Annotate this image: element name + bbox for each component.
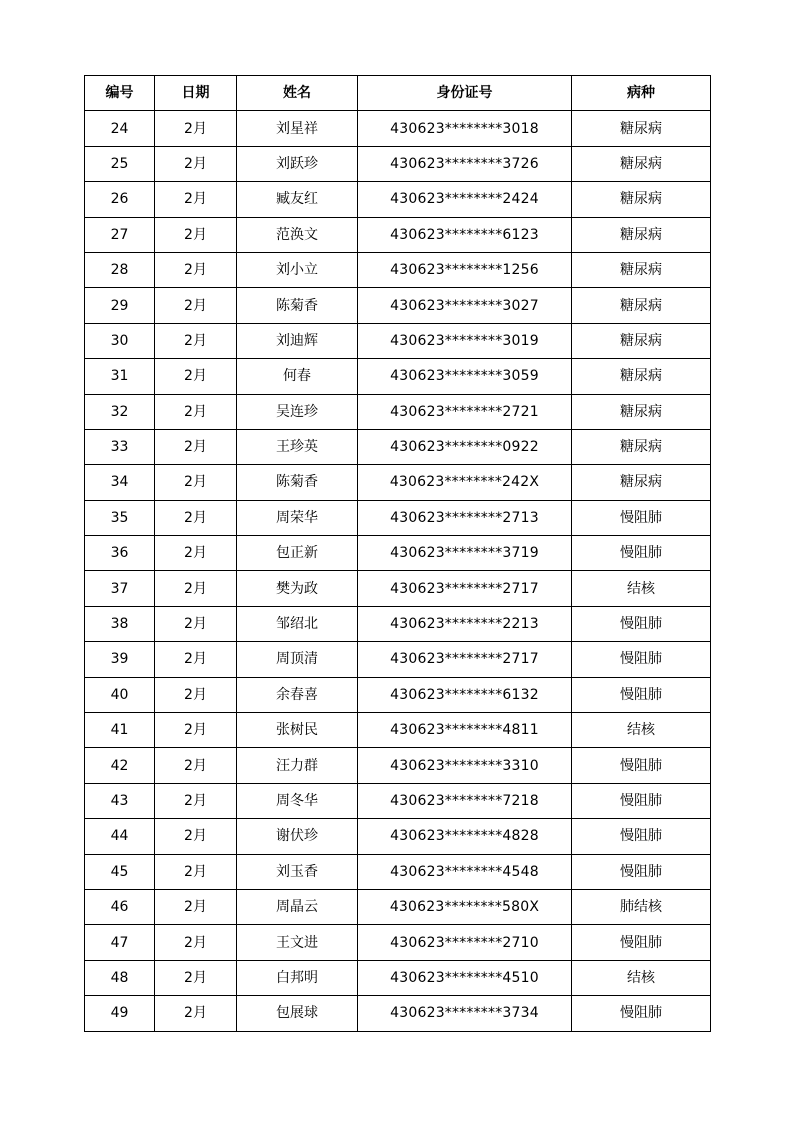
cell-id-number: 430623********7218 [358, 783, 572, 818]
cell-id-number: 430623********2713 [358, 500, 572, 535]
table-row [85, 323, 711, 358]
cell-number: 44 [85, 819, 155, 854]
table-row [85, 252, 711, 287]
table-row [85, 429, 711, 464]
cell-date: 2月 [155, 819, 237, 854]
table-row [85, 217, 711, 252]
table-row [85, 642, 711, 677]
table-row [85, 536, 711, 571]
table-row [85, 359, 711, 394]
cell-number: 43 [85, 783, 155, 818]
cell-disease: 慢阻肺 [572, 854, 711, 889]
table-row [85, 677, 711, 712]
cell-name: 王文进 [237, 925, 358, 960]
cell-number: 26 [85, 182, 155, 217]
cell-number: 42 [85, 748, 155, 783]
table-row [85, 783, 711, 818]
cell-id-number: 430623********4811 [358, 713, 572, 748]
cell-id-number: 430623********580X [358, 889, 572, 924]
cell-name: 谢伏珍 [237, 819, 358, 854]
cell-name: 刘星祥 [237, 111, 358, 146]
cell-date: 2月 [155, 182, 237, 217]
cell-number: 25 [85, 146, 155, 181]
cell-disease: 糖尿病 [572, 252, 711, 287]
table-row [85, 288, 711, 323]
cell-name: 白邦明 [237, 960, 358, 995]
cell-number: 49 [85, 996, 155, 1031]
cell-disease: 慢阻肺 [572, 996, 711, 1031]
cell-disease: 糖尿病 [572, 182, 711, 217]
cell-date: 2月 [155, 925, 237, 960]
cell-date: 2月 [155, 288, 237, 323]
cell-date: 2月 [155, 713, 237, 748]
cell-disease: 糖尿病 [572, 394, 711, 429]
cell-name: 周冬华 [237, 783, 358, 818]
cell-disease: 慢阻肺 [572, 783, 711, 818]
cell-disease: 慢阻肺 [572, 536, 711, 571]
table-row [85, 713, 711, 748]
cell-id-number: 430623********3726 [358, 146, 572, 181]
cell-name: 周荣华 [237, 500, 358, 535]
table-row [85, 960, 711, 995]
cell-name: 刘跃珍 [237, 146, 358, 181]
cell-disease: 慢阻肺 [572, 606, 711, 641]
cell-name: 王珍英 [237, 429, 358, 464]
cell-number: 29 [85, 288, 155, 323]
cell-date: 2月 [155, 465, 237, 500]
cell-id-number: 430623********3059 [358, 359, 572, 394]
cell-name: 周顶清 [237, 642, 358, 677]
cell-date: 2月 [155, 429, 237, 464]
cell-id-number: 430623********3019 [358, 323, 572, 358]
cell-id-number: 430623********242X [358, 465, 572, 500]
cell-name: 范涣文 [237, 217, 358, 252]
cell-id-number: 430623********2721 [358, 394, 572, 429]
cell-number: 38 [85, 606, 155, 641]
cell-disease: 慢阻肺 [572, 677, 711, 712]
cell-date: 2月 [155, 217, 237, 252]
cell-date: 2月 [155, 854, 237, 889]
cell-disease: 糖尿病 [572, 465, 711, 500]
cell-number: 32 [85, 394, 155, 429]
cell-name: 何春 [237, 359, 358, 394]
table-row [85, 500, 711, 535]
cell-date: 2月 [155, 359, 237, 394]
table-body [85, 111, 711, 1031]
cell-number: 31 [85, 359, 155, 394]
table-row [85, 748, 711, 783]
cell-date: 2月 [155, 571, 237, 606]
cell-date: 2月 [155, 252, 237, 287]
cell-date: 2月 [155, 783, 237, 818]
cell-date: 2月 [155, 748, 237, 783]
cell-number: 28 [85, 252, 155, 287]
header-number: 编号 [85, 76, 155, 111]
cell-disease: 结核 [572, 571, 711, 606]
cell-number: 33 [85, 429, 155, 464]
cell-disease: 糖尿病 [572, 111, 711, 146]
table-row [85, 182, 711, 217]
table-row [85, 854, 711, 889]
cell-name: 包正新 [237, 536, 358, 571]
cell-id-number: 430623********6132 [358, 677, 572, 712]
cell-disease: 慢阻肺 [572, 500, 711, 535]
cell-number: 40 [85, 677, 155, 712]
cell-id-number: 430623********3719 [358, 536, 572, 571]
cell-disease: 糖尿病 [572, 288, 711, 323]
cell-disease: 结核 [572, 960, 711, 995]
cell-number: 48 [85, 960, 155, 995]
cell-name: 张树民 [237, 713, 358, 748]
cell-name: 臧友红 [237, 182, 358, 217]
cell-id-number: 430623********2424 [358, 182, 572, 217]
table-row [85, 819, 711, 854]
table-row [85, 925, 711, 960]
table-row [85, 889, 711, 924]
cell-name: 包展球 [237, 996, 358, 1031]
cell-disease: 肺结核 [572, 889, 711, 924]
cell-date: 2月 [155, 323, 237, 358]
cell-number: 27 [85, 217, 155, 252]
cell-date: 2月 [155, 394, 237, 429]
cell-number: 24 [85, 111, 155, 146]
cell-number: 35 [85, 500, 155, 535]
cell-number: 34 [85, 465, 155, 500]
header-id-number: 身份证号 [358, 76, 572, 111]
cell-date: 2月 [155, 606, 237, 641]
cell-disease: 慢阻肺 [572, 819, 711, 854]
cell-date: 2月 [155, 146, 237, 181]
cell-number: 39 [85, 642, 155, 677]
cell-disease: 慢阻肺 [572, 642, 711, 677]
cell-date: 2月 [155, 889, 237, 924]
cell-disease: 糖尿病 [572, 146, 711, 181]
cell-name: 邹绍北 [237, 606, 358, 641]
table-header-row [85, 76, 711, 111]
cell-disease: 结核 [572, 713, 711, 748]
cell-id-number: 430623********3018 [358, 111, 572, 146]
cell-date: 2月 [155, 677, 237, 712]
cell-id-number: 430623********4510 [358, 960, 572, 995]
table-row [85, 146, 711, 181]
table-row [85, 465, 711, 500]
cell-number: 41 [85, 713, 155, 748]
table-row [85, 606, 711, 641]
cell-name: 余春喜 [237, 677, 358, 712]
cell-id-number: 430623********4828 [358, 819, 572, 854]
header-disease: 病种 [572, 76, 711, 111]
patient-table [84, 75, 711, 1032]
cell-date: 2月 [155, 111, 237, 146]
cell-id-number: 430623********2717 [358, 642, 572, 677]
cell-disease: 慢阻肺 [572, 925, 711, 960]
cell-number: 47 [85, 925, 155, 960]
cell-name: 刘玉香 [237, 854, 358, 889]
cell-number: 36 [85, 536, 155, 571]
cell-id-number: 430623********6123 [358, 217, 572, 252]
cell-disease: 糖尿病 [572, 217, 711, 252]
cell-name: 樊为政 [237, 571, 358, 606]
header-name: 姓名 [237, 76, 358, 111]
cell-number: 45 [85, 854, 155, 889]
cell-number: 37 [85, 571, 155, 606]
cell-name: 汪力群 [237, 748, 358, 783]
cell-date: 2月 [155, 500, 237, 535]
table-row [85, 394, 711, 429]
cell-date: 2月 [155, 960, 237, 995]
table-row [85, 996, 711, 1031]
cell-id-number: 430623********3734 [358, 996, 572, 1031]
cell-disease: 糖尿病 [572, 323, 711, 358]
cell-date: 2月 [155, 642, 237, 677]
cell-id-number: 430623********3310 [358, 748, 572, 783]
cell-id-number: 430623********0922 [358, 429, 572, 464]
cell-id-number: 430623********2717 [358, 571, 572, 606]
cell-name: 陈菊香 [237, 288, 358, 323]
cell-name: 刘迪辉 [237, 323, 358, 358]
cell-name: 陈菊香 [237, 465, 358, 500]
cell-id-number: 430623********2710 [358, 925, 572, 960]
cell-disease: 糖尿病 [572, 359, 711, 394]
header-date: 日期 [155, 76, 237, 111]
cell-number: 46 [85, 889, 155, 924]
cell-disease: 慢阻肺 [572, 748, 711, 783]
cell-date: 2月 [155, 996, 237, 1031]
cell-id-number: 430623********3027 [358, 288, 572, 323]
table-row [85, 111, 711, 146]
cell-id-number: 430623********4548 [358, 854, 572, 889]
cell-number: 30 [85, 323, 155, 358]
cell-name: 周晶云 [237, 889, 358, 924]
cell-id-number: 430623********2213 [358, 606, 572, 641]
cell-name: 吴连珍 [237, 394, 358, 429]
cell-id-number: 430623********1256 [358, 252, 572, 287]
table-row [85, 571, 711, 606]
cell-disease: 糖尿病 [572, 429, 711, 464]
cell-date: 2月 [155, 536, 237, 571]
cell-name: 刘小立 [237, 252, 358, 287]
